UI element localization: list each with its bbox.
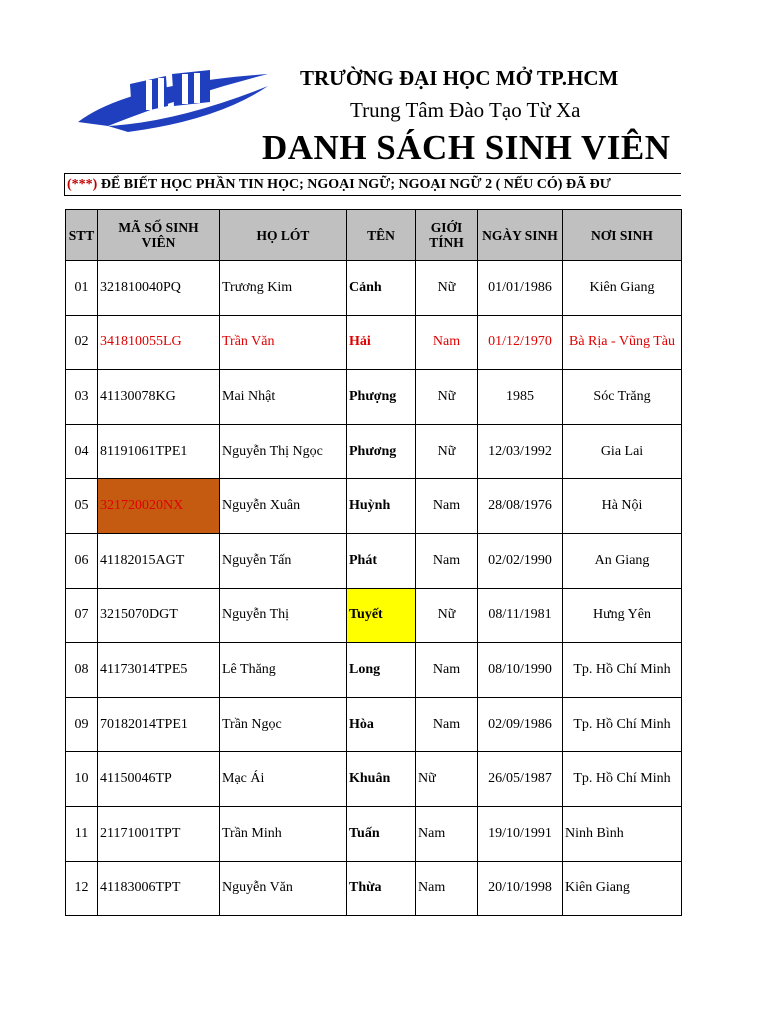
- university-logo-icon: [68, 64, 278, 134]
- cell-birthplace: Kiên Giang: [563, 261, 682, 316]
- cell-last-name: Lê Thăng: [220, 643, 347, 698]
- cell-first-name: Huỳnh: [347, 479, 416, 534]
- cell-stt: 04: [66, 424, 98, 479]
- col-header-student-id: MÃ SỐ SINH VIÊN: [98, 210, 220, 261]
- cell-birthplace: Hà Nội: [563, 479, 682, 534]
- cell-stt: 03: [66, 370, 98, 425]
- cell-gender: Nam: [416, 806, 478, 861]
- cell-last-name: Mạc Ái: [220, 752, 347, 807]
- cell-student-id: 81191061TPE1: [98, 424, 220, 479]
- cell-stt: 07: [66, 588, 98, 643]
- cell-student-id: 341810055LG: [98, 315, 220, 370]
- col-header-first-name: TÊN: [347, 210, 416, 261]
- cell-gender: Nữ: [416, 370, 478, 425]
- cell-student-id: 70182014TPE1: [98, 697, 220, 752]
- notice-stars: (***): [67, 177, 98, 192]
- cell-birthplace: Hưng Yên: [563, 588, 682, 643]
- student-table: [65, 209, 682, 916]
- cell-stt: 09: [66, 697, 98, 752]
- table-row: [66, 424, 682, 479]
- notice-text: [67, 177, 611, 193]
- table-row: [66, 697, 682, 752]
- table-row: [66, 752, 682, 807]
- cell-birthplace: Gia Lai: [563, 424, 682, 479]
- cell-last-name: Nguyễn Thị Ngọc: [220, 424, 347, 479]
- cell-dob: 28/08/1976: [478, 479, 563, 534]
- col-header-last-name: HỌ LÓT: [220, 210, 347, 261]
- col-header-birthplace: NƠI SINH: [563, 210, 682, 261]
- cell-last-name: Nguyễn Xuân: [220, 479, 347, 534]
- cell-student-id: 3215070DGT: [98, 588, 220, 643]
- cell-first-name: Tuyết: [347, 588, 416, 643]
- col-header-stt: STT: [66, 210, 98, 261]
- cell-dob: 01/01/1986: [478, 261, 563, 316]
- table-row: [66, 370, 682, 425]
- cell-birthplace: Kiên Giang: [563, 861, 682, 916]
- cell-dob: 19/10/1991: [478, 806, 563, 861]
- cell-gender: Nam: [416, 315, 478, 370]
- cell-dob: 08/10/1990: [478, 643, 563, 698]
- cell-first-name: Phương: [347, 424, 416, 479]
- cell-student-id: 41182015AGT: [98, 533, 220, 588]
- cell-first-name: Khuân: [347, 752, 416, 807]
- cell-birthplace: Sóc Trăng: [563, 370, 682, 425]
- cell-dob: 02/02/1990: [478, 533, 563, 588]
- cell-birthplace: Bà Rịa - Vũng Tàu: [563, 315, 682, 370]
- cell-gender: Nữ: [416, 261, 478, 316]
- cell-first-name: Hải: [347, 315, 416, 370]
- cell-dob: 01/12/1970: [478, 315, 563, 370]
- cell-last-name: Trần Văn: [220, 315, 347, 370]
- cell-student-id: 41130078KG: [98, 370, 220, 425]
- cell-last-name: Mai Nhật: [220, 370, 347, 425]
- cell-dob: 1985: [478, 370, 563, 425]
- cell-first-name: Cảnh: [347, 261, 416, 316]
- cell-gender: Nam: [416, 861, 478, 916]
- cell-last-name: Nguyễn Tấn: [220, 533, 347, 588]
- cell-student-id: 321810040PQ: [98, 261, 220, 316]
- table-row: [66, 861, 682, 916]
- cell-last-name: Nguyễn Thị: [220, 588, 347, 643]
- cell-stt: 05: [66, 479, 98, 534]
- table-row: [66, 588, 682, 643]
- cell-student-id: 41173014TPE5: [98, 643, 220, 698]
- cell-dob: 20/10/1998: [478, 861, 563, 916]
- cell-last-name: Trần Ngọc: [220, 697, 347, 752]
- cell-dob: 12/03/1992: [478, 424, 563, 479]
- cell-gender: Nữ: [416, 424, 478, 479]
- cell-first-name: Long: [347, 643, 416, 698]
- table-row: [66, 479, 682, 534]
- table-row: [66, 261, 682, 316]
- cell-gender: Nữ: [416, 752, 478, 807]
- table-row: [66, 643, 682, 698]
- cell-birthplace: Ninh Bình: [563, 806, 682, 861]
- cell-dob: 08/11/1981: [478, 588, 563, 643]
- cell-birthplace: Tp. Hồ Chí Minh: [563, 697, 682, 752]
- cell-dob: 26/05/1987: [478, 752, 563, 807]
- cell-student-id: 41183006TPT: [98, 861, 220, 916]
- cell-student-id: 321720020NX: [98, 479, 220, 534]
- cell-gender: Nữ: [416, 588, 478, 643]
- page-title: DANH SÁCH SINH VIÊN: [262, 128, 671, 167]
- cell-birthplace: Tp. Hồ Chí Minh: [563, 752, 682, 807]
- col-header-gender: GIỚI TÍNH: [416, 210, 478, 261]
- cell-stt: 01: [66, 261, 98, 316]
- table-row: [66, 806, 682, 861]
- cell-dob: 02/09/1986: [478, 697, 563, 752]
- cell-stt: 06: [66, 533, 98, 588]
- cell-birthplace: Tp. Hồ Chí Minh: [563, 643, 682, 698]
- cell-stt: 02: [66, 315, 98, 370]
- university-name: TRƯỜNG ĐẠI HỌC MỞ TP.HCM: [300, 66, 619, 90]
- cell-gender: Nam: [416, 479, 478, 534]
- table-header-row: [66, 210, 682, 261]
- cell-last-name: Trần Minh: [220, 806, 347, 861]
- cell-first-name: Thừa: [347, 861, 416, 916]
- cell-first-name: Tuấn: [347, 806, 416, 861]
- table-row: [66, 533, 682, 588]
- cell-last-name: Trương Kim: [220, 261, 347, 316]
- cell-stt: 11: [66, 806, 98, 861]
- cell-birthplace: An Giang: [563, 533, 682, 588]
- col-header-dob: NGÀY SINH: [478, 210, 563, 261]
- notice-box: [64, 173, 681, 196]
- cell-stt: 10: [66, 752, 98, 807]
- cell-gender: Nam: [416, 533, 478, 588]
- cell-gender: Nam: [416, 643, 478, 698]
- cell-gender: Nam: [416, 697, 478, 752]
- cell-student-id: 21171001TPT: [98, 806, 220, 861]
- cell-first-name: Phượng: [347, 370, 416, 425]
- center-name: Trung Tâm Đào Tạo Từ Xa: [350, 98, 581, 122]
- cell-first-name: Phát: [347, 533, 416, 588]
- cell-first-name: Hòa: [347, 697, 416, 752]
- cell-stt: 08: [66, 643, 98, 698]
- table-row: [66, 315, 682, 370]
- cell-stt: 12: [66, 861, 98, 916]
- notice-body: ĐỂ BIẾT HỌC PHẦN TIN HỌC; NGOẠI NGỮ; NGOẠI NGỮ 2 ( NẾU CÓ) ĐÃ ĐƯ: [97, 177, 611, 192]
- cell-student-id: 41150046TP: [98, 752, 220, 807]
- cell-last-name: Nguyễn Văn: [220, 861, 347, 916]
